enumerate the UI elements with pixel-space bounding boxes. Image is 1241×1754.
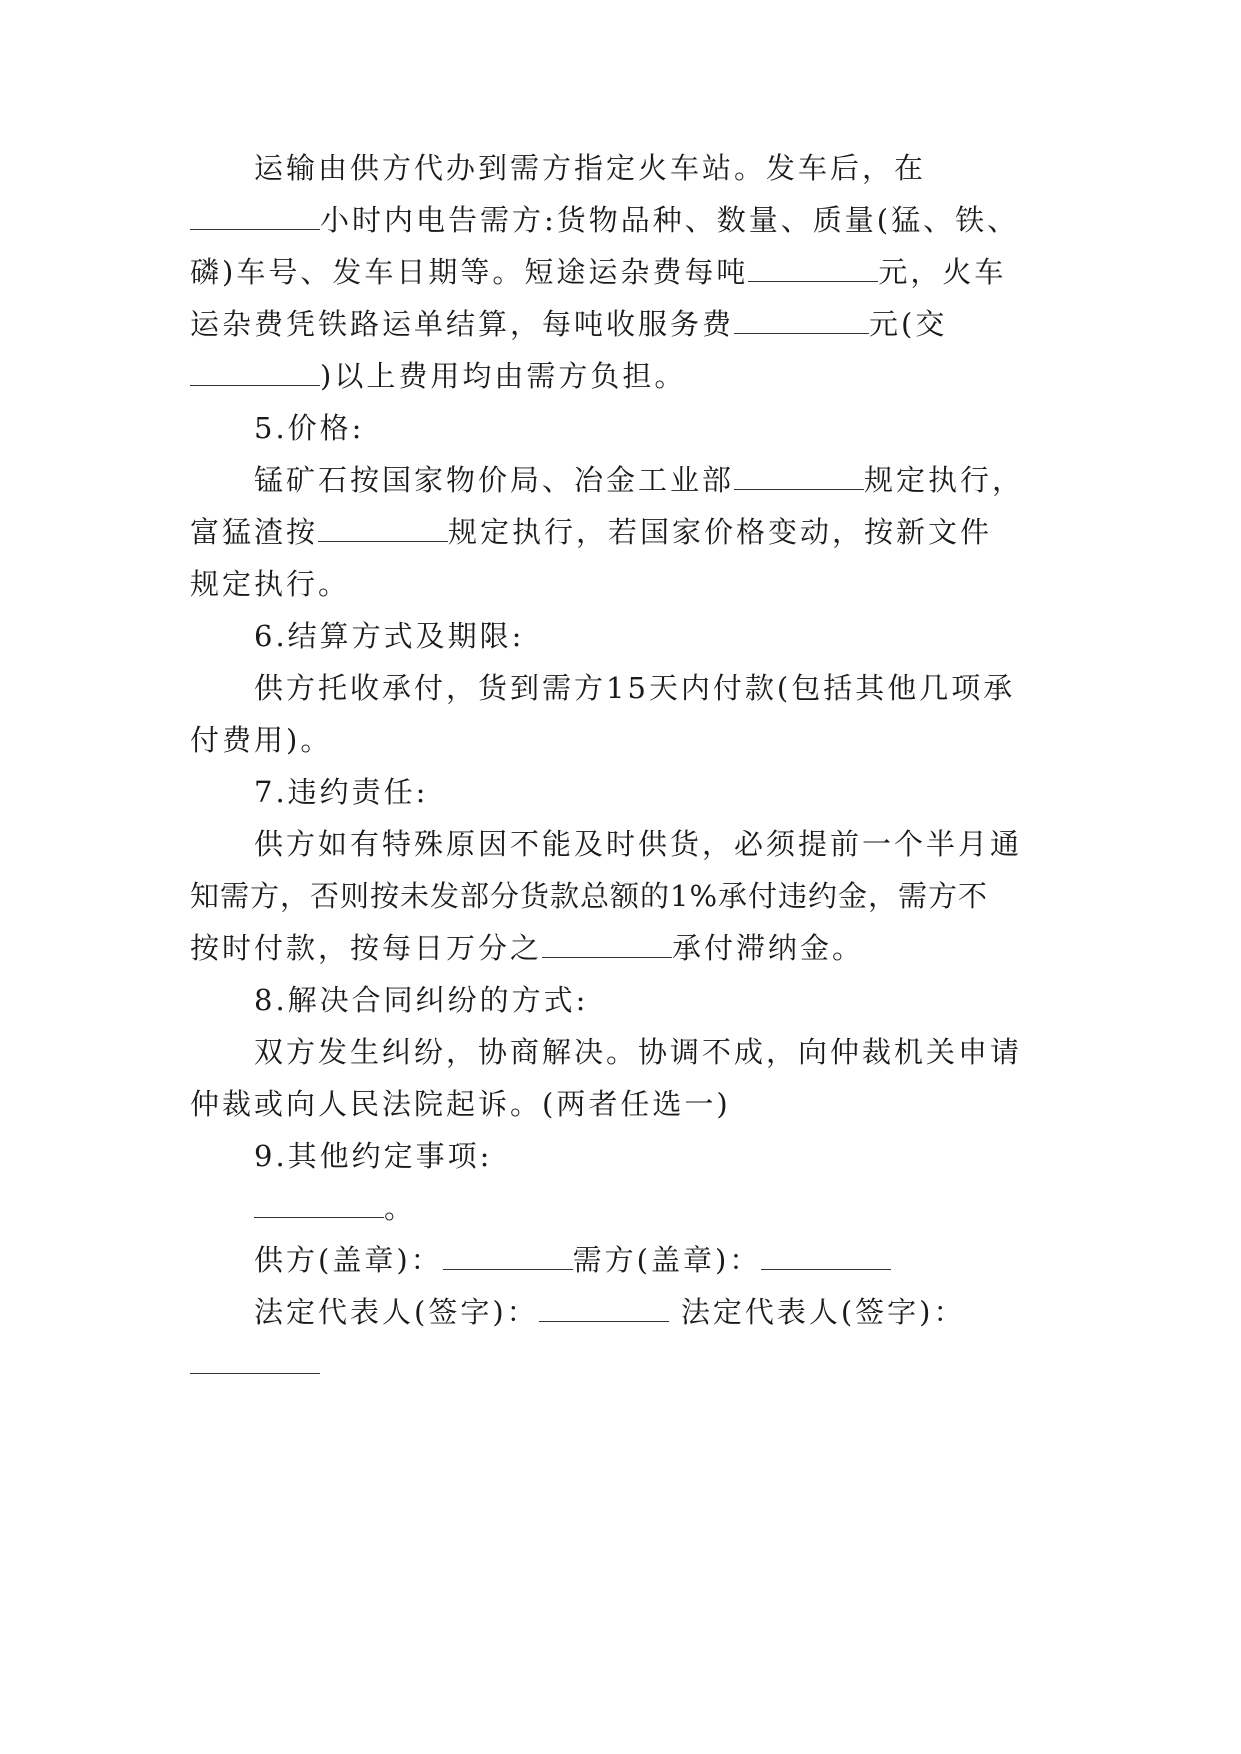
section5-line3: 规定执行。 <box>190 567 351 601</box>
fill-blank[interactable] <box>254 1191 384 1218</box>
fill-blank[interactable] <box>190 203 320 230</box>
supplier-seal-field[interactable] <box>443 1243 573 1270</box>
fill-blank[interactable] <box>318 515 448 542</box>
section9-heading: 9.其他约定事项: <box>254 1139 493 1173</box>
para1-line1: 运输由供方代办到需方指定火车站。发车后，在 <box>254 151 927 185</box>
section6-line2: 付费用)。 <box>190 723 333 757</box>
section7-line3: 按时付款，按每日万分之 承付滞纳金。 <box>190 931 865 965</box>
section9-line1: 。 <box>254 1188 416 1228</box>
section5-heading: 5.价格: <box>254 411 365 445</box>
section6-heading: 6.结算方式及期限: <box>254 619 525 653</box>
signature-rep-line <box>254 1292 966 1332</box>
para1-line2: 小时内电告需方:货物品种、数量、质量(猛、铁、 <box>190 200 1019 240</box>
signature-rep-line2 <box>190 1344 320 1384</box>
section5-line1: 锰矿石按国家物价局、冶金工业部 规定执行， <box>254 463 1025 497</box>
supplier-rep-field[interactable] <box>539 1295 669 1322</box>
buyer-rep-field[interactable] <box>190 1347 320 1374</box>
buyer-rep-label: 法定代表人(签字)： <box>680 1295 966 1329</box>
section7-line2: 知需方，否则按未发部分货款总额的1%承付违约金，需方不 <box>190 879 989 913</box>
fill-blank[interactable] <box>542 931 672 958</box>
para1-line3: 磷)车号、发车日期等。短途运杂费每吨 元，火车 <box>190 255 1007 289</box>
fill-blank[interactable] <box>190 359 320 386</box>
fill-blank[interactable] <box>748 255 878 282</box>
signature-seal-line <box>254 1240 891 1280</box>
section5-line2: 富猛渣按 规定执行，若国家价格变动，按新文件 <box>190 515 993 549</box>
fill-blank[interactable] <box>734 463 864 490</box>
section8-line2: 仲裁或向人民法院起诉。(两者任选一) <box>190 1087 731 1121</box>
buyer-seal-label: 需方(盖章)： <box>572 1243 762 1277</box>
section8-line1: 双方发生纠纷，协商解决。协调不成，向仲裁机关申请 <box>254 1035 1023 1069</box>
buyer-seal-field[interactable] <box>761 1243 891 1270</box>
para1-line4: 运杂费凭铁路运单结算，每吨收服务费 元(交 <box>190 307 948 341</box>
section8-heading: 8.解决合同纠纷的方式: <box>254 983 589 1017</box>
supplier-rep-label: 法定代表人(签字)： <box>254 1295 539 1329</box>
fill-blank[interactable] <box>734 307 869 334</box>
section7-line1: 供方如有特殊原因不能及时供货，必须提前一个半月通 <box>254 827 1023 861</box>
para1-line5: )以上费用均由需方负担。 <box>190 356 686 396</box>
section6-line1: 供方托收承付，货到需方15天内付款(包括其他几项承 <box>254 671 1016 705</box>
section7-heading: 7.违约责任: <box>254 775 429 809</box>
supplier-seal-label: 供方(盖章)： <box>254 1243 443 1277</box>
